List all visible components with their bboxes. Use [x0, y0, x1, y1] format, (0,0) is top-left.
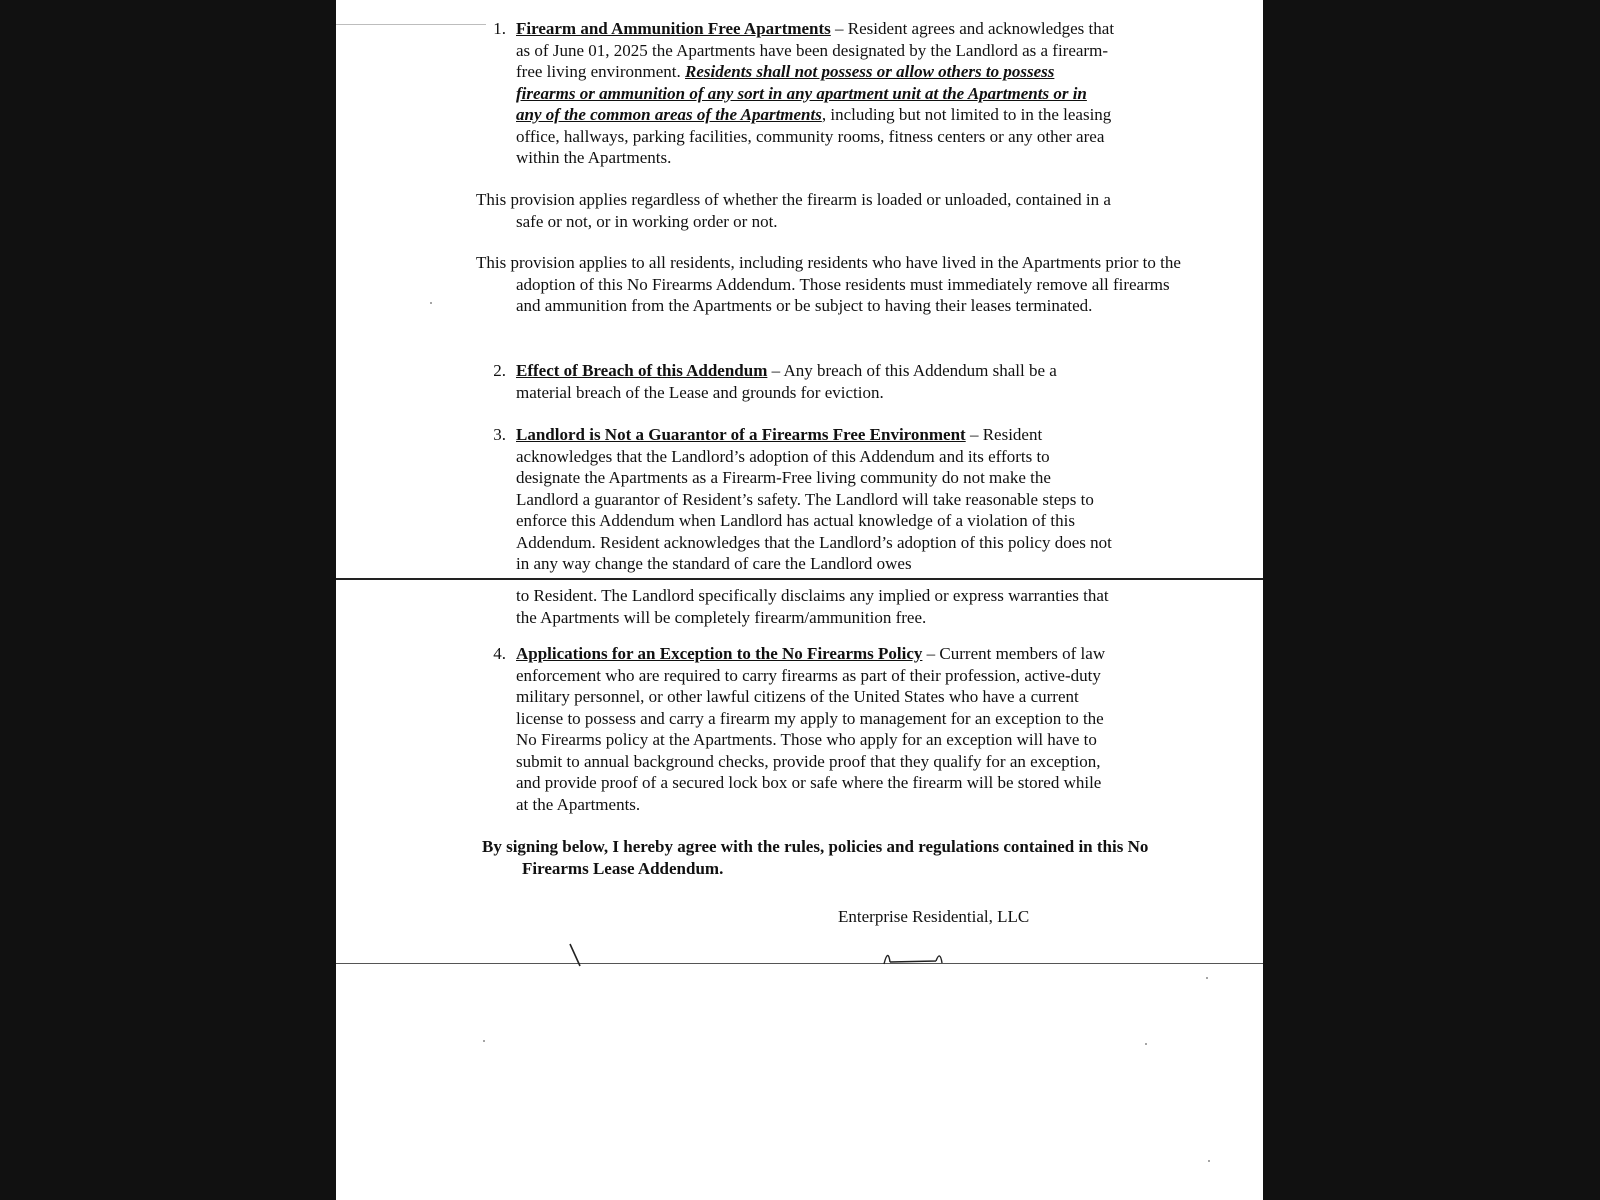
section-heading: Landlord is Not a Guarantor of a Firearms Free Environment	[516, 425, 966, 444]
scan-speck	[430, 302, 432, 304]
section-number: 1.	[493, 19, 506, 38]
section-heading: Applications for an Exception to the No Firearms Policy	[516, 644, 923, 663]
scan-seam-line	[336, 578, 1263, 580]
section-1	[476, 18, 1116, 169]
agreement-statement: By signing below, I hereby agree with the rules, policies and regulations contained in this No Firearms Lease Addendum.	[482, 837, 1149, 878]
scan-speck	[1206, 977, 1208, 979]
section-number: 3.	[493, 425, 506, 444]
section-text: Current members of law enforcement who are required to carry firearms as part of their profession, active-duty military personnel, or other lawful citizens of the United States who have a current license to possess and carry a firearm my apply to management for an exception to the No Firearms policy at the Apartments. Those who apply for an exception will have to submit to annual background checks, provide proof that they qualify for an exception, and provide proof of a secured lock box or safe where the firearm will be stored while at the Apartments.	[516, 644, 1106, 814]
section-number: 2.	[493, 361, 506, 380]
scan-speck	[483, 1040, 485, 1042]
company-name: Enterprise Residential, LLC	[838, 907, 1030, 926]
heading-dash: –	[922, 644, 940, 663]
provision-paragraph-2: This provision applies to all residents, including residents who have lived in the Apartments prior to the adoption of this No Firearms Addendum. Those residents must immediately remove all firearms and ammunition from the Apartments or be subject to having their leases terminated.	[476, 253, 1181, 315]
section-3-continued	[476, 585, 1116, 628]
section-3	[476, 424, 1116, 575]
section-text: Any breach of this Addendum shall be a material breach of the Lease and grounds for eviction.	[516, 361, 1057, 402]
scan-speck	[1208, 1160, 1210, 1162]
heading-dash: –	[767, 361, 784, 380]
section-text: Resident agrees and acknowledges that as of June 01, 2025 the Apartments have been designated by the Landlord as a firearm-free living environment.	[516, 19, 1115, 81]
section-text-continued: to Resident. The Landlord specifically disclaims any implied or express warranties that the Apartments will be completely firearm/ammunition free.	[516, 586, 1109, 627]
section-4	[476, 643, 1116, 815]
signature-mark-left	[566, 940, 596, 970]
heading-dash: –	[965, 425, 983, 444]
signature-mark-right	[876, 944, 996, 968]
section-text: Resident acknowledges that the Landlord’s adoption of this Addendum and its efforts to designate the Apartments as a Firearm-Free living community do not make the Landlord a guarantor of Resident’s safety. The Landlord will take reasonable steps to enforce this Addendum when Landlord has actual knowledge of a violation of this Addendum. Resident acknowledges that the Landlord’s adoption of this policy does not in any way change the standard of care the Landlord owes	[516, 425, 1112, 573]
heading-dash: –	[830, 19, 848, 38]
section-heading: Effect of Breach of this Addendum	[516, 361, 768, 380]
provision-paragraph-1: This provision applies regardless of whether the firearm is loaded or unloaded, contained in a safe or not, or in working order or not.	[476, 190, 1111, 231]
section-emphasis: Residents shall not possess or allow others to possess firearms or ammunition of any sort in any apartment unit at the Apartments or in any of the common areas of the Apartments	[516, 62, 1087, 124]
scan-speck	[1145, 1043, 1147, 1045]
section-text-after: , including but not limited to in the leasing office, hallways, parking facilities, community rooms, fitness centers or any other area within the Apartments.	[516, 105, 1112, 167]
section-2	[476, 360, 1116, 403]
scan-artifact-top-line	[336, 24, 486, 25]
signature-line	[336, 963, 1263, 964]
scanned-page	[336, 0, 1263, 1200]
section-heading: Firearm and Ammunition Free Apartments	[516, 19, 831, 38]
section-number: 4.	[493, 644, 506, 663]
